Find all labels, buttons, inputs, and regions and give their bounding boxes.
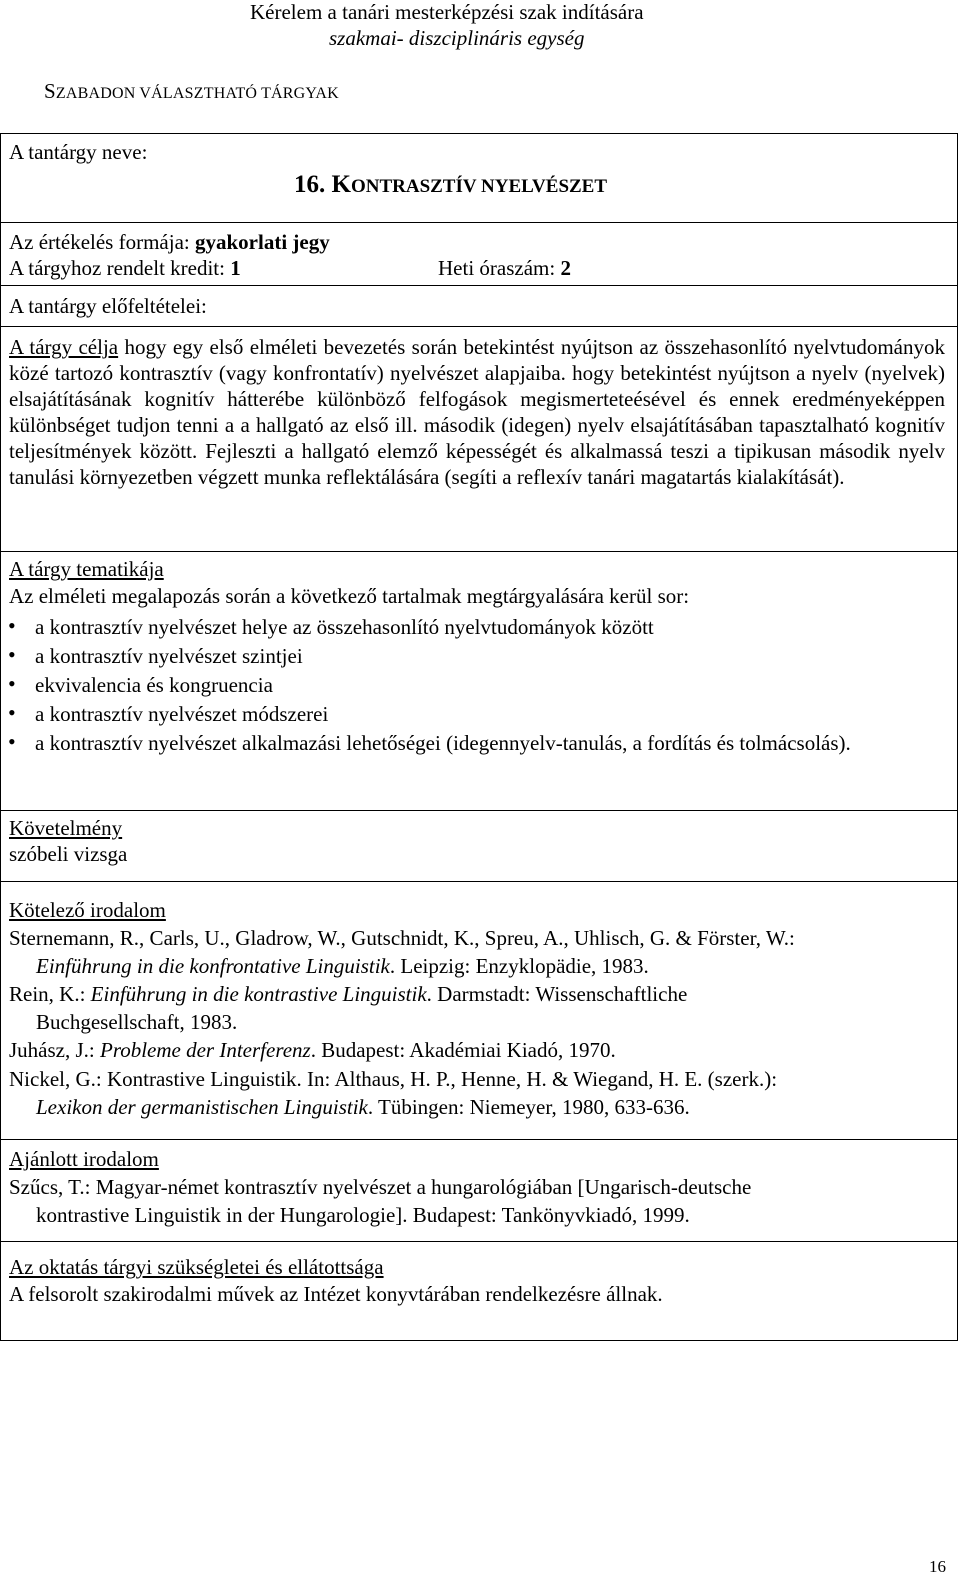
evaluation-value: gyakorlati jegy <box>195 230 330 254</box>
course-goal-body: hogy egy első elméleti bevezetés során betekintést nyújtson az összehasonlító nyelvtudományok közé tartozó kontrasztív (vagy konfrontatív) nyelvészet alapjaiba. hogy betekintést nyújtson a nyelv (nyelvek) elsajátításának kognitív hátterébe különböző felfogások megismerteteésével és ennek eredményeképpen különbséget tudjon tenni a a hallgató az első ill. második (idegen) nyelv elsajátításában tapasztalható kognitív teljesítmények között. <box>9 335 945 463</box>
document-subtitle: szakmai- diszciplináris egység <box>329 26 585 50</box>
document-title: Kérelem a tanári mesterképzési szak indítására <box>250 0 644 24</box>
section-label <box>44 79 339 104</box>
list-item: • a kontrasztív nyelvészet módszerei <box>35 701 945 727</box>
weekly-hours-row <box>438 256 571 281</box>
reference-4-publisher: . Tübingen: Niemeyer, 1980, 633-636. <box>367 1095 690 1119</box>
course-title-initial: K <box>331 171 351 198</box>
weekly-hours-label: Heti óraszám: <box>438 256 561 280</box>
list-item: • a kontrasztív nyelvészet alkalmazási lehetőségei (idegennyelv-tanulás, a fordítás és tolmácsolás). <box>35 730 945 756</box>
reference-1-title: Einführung in die konfrontative Linguistik <box>36 954 390 978</box>
reference-3-publisher: . Budapest: Akadémiai Kiadó, 1970. <box>310 1038 616 1062</box>
course-meta-box <box>0 222 958 286</box>
reference-3-author: Juhász, J.: <box>9 1038 100 1062</box>
requirement-text: szóbeli vizsga <box>9 842 128 866</box>
mandatory-literature-heading: Kötelező irodalom <box>9 898 166 922</box>
evaluation-label: Az értékelés formája: <box>9 230 195 254</box>
evaluation-row <box>9 230 330 255</box>
mandatory-literature-box <box>0 881 958 1140</box>
topics-box <box>0 551 958 811</box>
weekly-hours-value: 2 <box>560 256 571 280</box>
credit-value: 1 <box>230 256 241 280</box>
course-name-box <box>0 133 958 223</box>
list-item: • ekvivalencia és kongruencia <box>35 672 945 698</box>
material-needs-text: A felsorolt szakirodalmi művek az Intézet konyvtárában rendelkezésre állnak. <box>9 1282 663 1306</box>
credit-label: A tárgyhoz rendelt kredit: <box>9 256 231 280</box>
reference-4-title: Lexikon der germanistischen Linguistik <box>36 1095 368 1119</box>
requirement-box <box>0 810 958 882</box>
reference-2-title: Einführung in die kontrastive Linguistik <box>90 982 427 1006</box>
recommended-reference-line-1: Szűcs, T.: Magyar-német kontrasztív nyelvészet a hungarológiában [Ungarisch-deutsche <box>9 1175 752 1199</box>
material-needs-heading: Az oktatás tárgyi szükségletei és ellátottsága <box>9 1255 384 1279</box>
credit-row <box>9 256 241 281</box>
topics-heading: A tárgy tematikája <box>9 557 164 581</box>
reference-4-line-2 <box>36 1095 690 1120</box>
section-label-rest: ZABADON VÁLASZTHATÓ TÁRGYAK <box>55 85 339 102</box>
reference-4-line-1: Nickel, G.: Kontrastive Linguistik. In: Althaus, H. P., Henne, H. & Wiegand, H. E. (szerk.): <box>9 1067 778 1091</box>
reference-2-publisher: . Darmstadt: Wissenschaftliche <box>426 982 688 1006</box>
prerequisites-label: A tantárgy előfeltételei: <box>9 294 207 318</box>
course-goal-heading: A tárgy célja <box>9 335 119 359</box>
course-goal-box <box>0 326 958 552</box>
course-title-rest: ONTRASZTÍV NYELVÉSZET <box>350 176 608 197</box>
course-title <box>294 171 607 199</box>
reference-3-title: Probleme der Interferenz <box>100 1038 311 1062</box>
topics-intro: Az elméleti megalapozás során a következő tartalmak megtárgyalására kerül sor: <box>9 584 690 608</box>
course-goal-body-2: Fejleszti a hallgató elemző képességét és alkalmassá teszi a tipikusan második nyelv tanulási környezetben végzett munka reflektálására (segíti a reflexív tanári magatartás kialakítását). <box>9 439 945 489</box>
course-name-label: A tantárgy neve: <box>9 140 148 164</box>
page-number: 16 <box>929 1557 946 1576</box>
reference-1-publisher: . Leipzig: Enzyklopädie, 1983. <box>389 954 649 978</box>
list-item: • a kontrasztív nyelvészet helye az összehasonlító nyelvtudományok között <box>35 614 945 640</box>
reference-3 <box>9 1038 616 1063</box>
section-label-initial: S <box>44 79 56 103</box>
list-item: • a kontrasztív nyelvészet szintjei <box>35 643 945 669</box>
prerequisites-box <box>0 285 958 327</box>
material-needs-box <box>0 1241 958 1341</box>
reference-1-line-2 <box>36 954 649 979</box>
requirement-heading: Követelmény <box>9 816 123 840</box>
course-number: 16. <box>294 171 332 198</box>
reference-2-line-2: Buchgesellschaft, 1983. <box>36 1010 238 1034</box>
course-goal-text <box>9 334 945 490</box>
recommended-reference-line-2: kontrastive Linguistik in der Hungarologie]. Budapest: Tankönyvkiadó, 1999. <box>36 1203 690 1227</box>
recommended-literature-heading: Ajánlott irodalom <box>9 1147 159 1171</box>
reference-2-line-1 <box>9 982 687 1007</box>
reference-1-line-1: Sternemann, R., Carls, U., Gladrow, W., Gutschnidt, K., Spreu, A., Uhlisch, G. & Förster, W.: <box>9 926 795 950</box>
recommended-literature-box <box>0 1139 958 1242</box>
reference-2-author: Rein, K.: <box>9 982 91 1006</box>
